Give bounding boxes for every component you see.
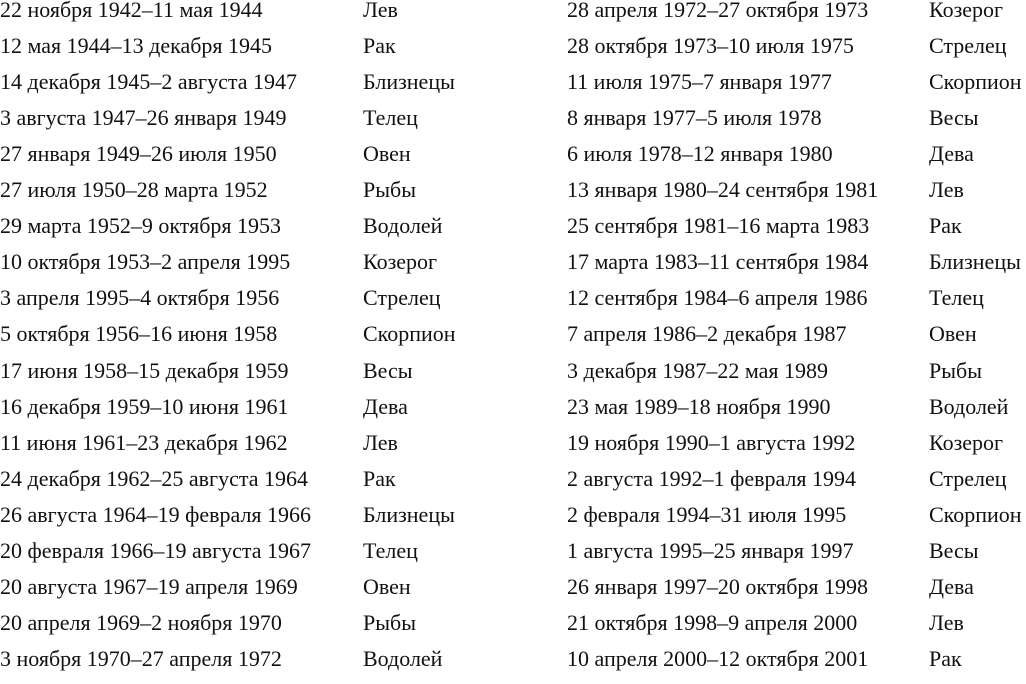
right-period-cell: 28 апреля 1972–27 октября 1973 [567,0,869,22]
right-period-cell: 26 января 1997–20 октября 1998 [567,573,869,599]
left-period-cell: 24 декабря 1962–25 августа 1964 [0,465,308,491]
left-period-cell: 12 мая 1944–13 декабря 1945 [0,33,273,59]
left-sign-cell: Овен [363,573,411,599]
right-sign-cell: Стрелец [929,33,1007,59]
right-sign-cell: Рыбы [929,357,982,383]
left-period-cell: 17 июня 1958–15 декабря 1959 [0,357,289,383]
left-period-cell: 27 января 1949–26 июля 1950 [0,141,277,167]
right-sign-cell: Овен [929,321,977,347]
right-period-cell: 12 сентября 1984–6 апреля 1986 [567,285,868,311]
left-period-cell: 20 февраля 1966–19 августа 1967 [0,537,312,563]
table-row [0,35,1026,71]
right-sign-cell: Лев [929,609,964,635]
left-period-cell: 27 июля 1950–28 марта 1952 [0,177,268,203]
left-sign-cell: Близнецы [363,501,455,527]
right-sign-cell: Телец [929,285,984,311]
left-period-cell: 10 октября 1953–2 апреля 1995 [0,249,291,275]
left-sign-cell: Близнецы [363,69,455,95]
right-sign-cell: Стрелец [929,465,1007,491]
table-row [0,287,1026,323]
right-sign-cell: Дева [929,141,974,167]
table-row [0,465,1026,504]
right-sign-cell: Скорпион [929,501,1022,527]
left-period-cell: 3 августа 1947–26 января 1949 [0,105,287,131]
left-sign-cell: Рыбы [363,177,416,203]
left-period-cell: 29 марта 1952–9 октября 1953 [0,213,282,239]
left-period-cell: 3 апреля 1995–4 октября 1956 [0,285,280,311]
right-sign-cell: Водолей [929,393,1009,419]
left-sign-cell: Дева [363,393,408,419]
left-sign-cell: Овен [363,141,411,167]
right-sign-cell: Рак [929,213,962,239]
right-sign-cell: Дева [929,573,974,599]
table-row [0,71,1026,107]
left-period-cell: 11 июня 1961–23 декабря 1962 [0,429,288,455]
right-sign-cell: Козерог [929,429,1004,455]
left-period-cell: 20 августа 1967–19 апреля 1969 [0,573,298,599]
left-sign-cell: Скорпион [363,321,456,347]
table-row [0,215,1026,251]
table-row [0,393,1026,432]
left-sign-cell: Рыбы [363,609,416,635]
left-sign-cell: Водолей [363,645,443,671]
right-sign-cell: Козерог [929,0,1004,22]
left-sign-cell: Стрелец [363,285,441,311]
right-period-cell: 23 мая 1989–18 ноября 1990 [567,393,831,419]
right-period-cell: 17 марта 1983–11 сентября 1984 [567,249,869,275]
left-sign-cell: Рак [363,465,396,491]
left-period-cell: 22 ноября 1942–11 мая 1944 [0,0,263,22]
left-sign-cell: Телец [363,537,418,563]
table-row [0,107,1026,143]
right-period-cell: 10 апреля 2000–12 октября 2001 [567,645,869,671]
left-period-cell: 16 декабря 1959–10 июня 1961 [0,393,289,419]
table-row [0,179,1026,215]
table-row [0,251,1026,287]
table-row [0,573,1026,612]
right-sign-cell: Весы [929,537,979,563]
table-row [0,357,1026,396]
right-sign-cell: Весы [929,105,979,131]
table-row [0,429,1026,468]
table-row [0,645,1026,684]
right-period-cell: 7 апреля 1986–2 декабря 1987 [567,321,847,347]
left-sign-cell: Лев [363,429,398,455]
right-sign-cell: Рак [929,645,962,671]
right-period-cell: 8 января 1977–5 июля 1978 [567,105,822,131]
left-sign-cell: Рак [363,33,396,59]
right-period-cell: 1 августа 1995–25 января 1997 [567,537,854,563]
left-sign-cell: Телец [363,105,418,131]
left-period-cell: 20 апреля 1969–2 ноября 1970 [0,609,282,635]
right-sign-cell: Лев [929,177,964,203]
right-period-cell: 25 сентября 1981–16 марта 1983 [567,213,870,239]
right-period-cell: 13 января 1980–24 сентября 1981 [567,177,879,203]
right-period-cell: 28 октября 1973–10 июля 1975 [567,33,854,59]
table-row [0,609,1026,648]
right-sign-cell: Близнецы [929,249,1021,275]
right-period-cell: 6 июля 1978–12 января 1980 [567,141,833,167]
table-row [0,501,1026,540]
left-period-cell: 26 августа 1964–19 февраля 1966 [0,501,312,527]
table-row [0,537,1026,576]
left-sign-cell: Весы [363,357,413,383]
left-period-cell: 5 октября 1956–16 июня 1958 [0,321,278,347]
left-sign-cell: Козерог [363,249,438,275]
right-period-cell: 11 июля 1975–7 января 1977 [567,69,832,95]
right-sign-cell: Скорпион [929,69,1022,95]
right-period-cell: 21 октября 1998–9 апреля 2000 [567,609,858,635]
table-row [0,0,1026,35]
left-sign-cell: Лев [363,0,398,22]
left-period-cell: 3 ноября 1970–27 апреля 1972 [0,645,282,671]
right-period-cell: 2 февраля 1994–31 июля 1995 [567,501,847,527]
table-row [0,323,1026,359]
left-period-cell: 14 декабря 1945–2 августа 1947 [0,69,297,95]
right-period-cell: 2 августа 1992–1 февраля 1994 [567,465,857,491]
table-row [0,143,1026,179]
right-period-cell: 19 ноября 1990–1 августа 1992 [567,429,856,455]
left-sign-cell: Водолей [363,213,443,239]
right-period-cell: 3 декабря 1987–22 мая 1989 [567,357,829,383]
